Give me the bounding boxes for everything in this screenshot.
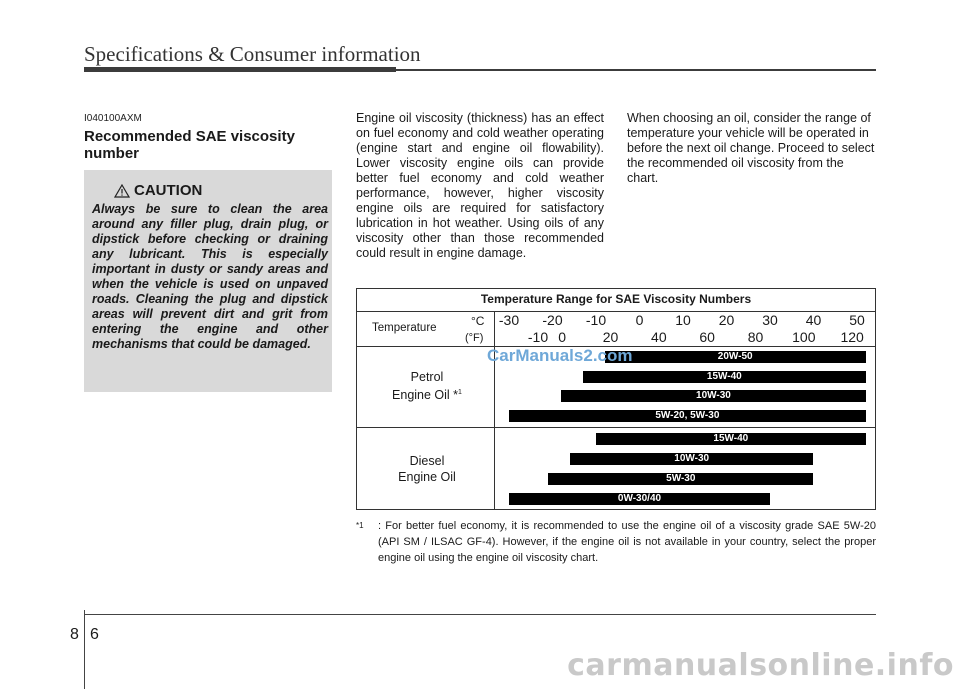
viscosity-bar: [570, 453, 814, 465]
tick-fahrenheit: 60: [699, 329, 715, 345]
viscosity-bar: [596, 433, 866, 445]
tick-celsius: 10: [675, 312, 691, 328]
unit-fahrenheit: (°F): [465, 332, 484, 344]
tick-fahrenheit: 40: [651, 329, 667, 345]
tick-fahrenheit: 20: [602, 329, 619, 345]
page-vertical-rule: [84, 610, 85, 689]
watermark-carmanuals: CarManuals2.com: [487, 346, 633, 365]
viscosity-bar: [605, 351, 866, 363]
viscosity-bar-label: 0W-30/40: [617, 493, 662, 504]
page-header-title: Specifications & Consumer information: [84, 42, 421, 66]
viscosity-chart: [356, 288, 876, 510]
tick-celsius: 40: [805, 312, 822, 328]
body-paragraph-viscosity: Engine oil viscosity (thickness) has an effect on fuel economy and cold weather operating (engine start and engine oil flowability). Lower viscosity engine oils can provide better fuel economy and cold weather performance, however, higher viscosity engine oils are required for satisfactory lubrication in hot weather. Using oils of any viscosity other than those recommended could result in engine damage.: [356, 111, 604, 260]
page-number-digit-2: 6: [90, 626, 99, 643]
footnote: [356, 518, 876, 566]
petrol-label-line2: [372, 385, 482, 403]
viscosity-bar-label: 10W-30: [696, 390, 731, 401]
tick-fahrenheit: 120: [840, 329, 864, 345]
body-paragraph-choosing: When choosing an oil, consider the range of temperature your vehicle will be operated in before the next oil change. Proceed to select the recommended oil viscosity from the chart.: [627, 111, 875, 185]
tick-fahrenheit: 0: [558, 329, 567, 345]
caution-text: Always be sure to clean the area around any filler plug, drain plug, or dipstick before checking or draining any lubricant. This is especially important in dusty or sandy areas and when the vehicle is used on unpaved roads. Cleaning the plug and dipstick areas will prevent dirt and grit from entering the engine and other mechanisms that could be damaged.: [92, 202, 328, 351]
tick-celsius: -30: [498, 312, 520, 328]
temperature-label: Temperature: [372, 322, 437, 334]
diesel-label-line1: Diesel: [409, 454, 445, 468]
page-number-digit-1: 8: [70, 626, 79, 643]
chart-rule: [357, 427, 875, 428]
section-title: Recommended SAE viscosity number: [84, 128, 295, 162]
viscosity-bar-label: 5W-20, 5W-30: [655, 410, 720, 421]
petrol-label-line1: Petrol: [410, 370, 444, 384]
tick-celsius: 50: [849, 312, 865, 328]
watermark-carmanualsonline: carmanualsonline.info: [567, 648, 954, 683]
viscosity-bar-label: 5W-30: [666, 473, 696, 484]
petrol-label-text: Engine Oil *: [392, 388, 459, 403]
viscosity-bar-label: 15W-40: [706, 371, 742, 382]
caution-box: [84, 170, 332, 392]
warning-triangle-icon: [114, 184, 130, 198]
header-rule-thick: [84, 67, 396, 72]
viscosity-bar: [509, 493, 770, 505]
tick-celsius: -10: [585, 312, 607, 328]
diesel-label-line2: Engine Oil: [398, 470, 456, 484]
tick-celsius: -20: [542, 312, 563, 328]
footnote-text: : For better fuel economy, it is recommended to use the engine oil of a viscosity grade SAE 5W-20 (API SM / ILSAC GF-4). However, if the engine oil is not available in your country, select the proper engine oil using the engine oil viscosity chart.: [378, 520, 876, 564]
caution-title: CAUTION: [134, 182, 203, 199]
tick-fahrenheit: 100: [792, 329, 816, 345]
tick-celsius: 30: [762, 312, 778, 328]
viscosity-bar: [561, 390, 866, 402]
petrol-label: [372, 369, 482, 403]
chart-title: Temperature Range for SAE Viscosity Numbers: [480, 292, 752, 306]
viscosity-bar-label: 10W-30: [674, 453, 710, 464]
tick-celsius: 20: [718, 312, 735, 328]
petrol-label-sup: 1: [458, 389, 462, 396]
chart-rule: [357, 311, 875, 312]
viscosity-bar: [583, 371, 866, 383]
footnote-mark: *1: [356, 521, 364, 530]
unit-celsius: °C: [471, 314, 485, 328]
tick-celsius: 0: [635, 312, 644, 328]
viscosity-bar-label: 20W-50: [717, 351, 753, 362]
tick-fahrenheit: 80: [747, 329, 764, 345]
diesel-label: [372, 453, 482, 485]
viscosity-bar: [548, 473, 813, 485]
viscosity-bar: [509, 410, 866, 422]
chart-divider: [494, 311, 495, 510]
section-code: I040100AXM: [84, 113, 142, 124]
viscosity-bar-label: 15W-40: [713, 433, 749, 444]
tick-fahrenheit: -10: [527, 329, 549, 345]
header-rule-thin: [396, 69, 876, 71]
page-horizontal-rule: [84, 614, 876, 615]
